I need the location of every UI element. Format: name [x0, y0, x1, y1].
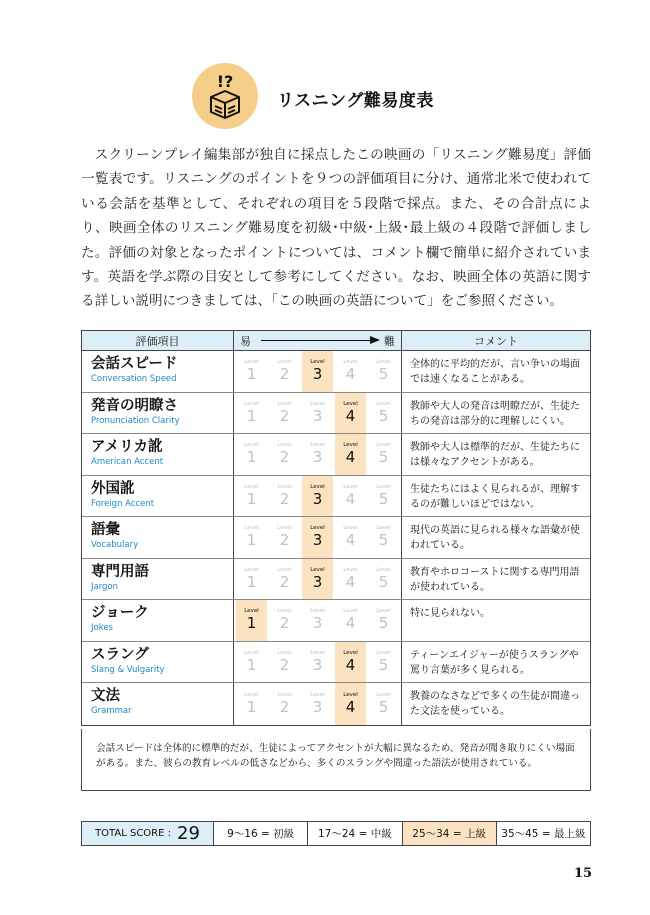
level-cell: [236, 353, 267, 390]
level-word: Level: [277, 525, 292, 532]
level-number: 3: [312, 614, 323, 633]
level-cell: [269, 395, 300, 432]
item-cell: [82, 476, 234, 517]
level-word: Level: [343, 566, 358, 573]
table-row: [82, 559, 590, 601]
comment-cell: 特に見られない。: [410, 608, 490, 619]
level-cells: [234, 517, 402, 558]
item-name-en: Jokes: [91, 623, 113, 633]
level-number: 4: [345, 697, 356, 716]
table-row: [82, 476, 590, 518]
level-number: 5: [378, 406, 389, 425]
comment-cell: ティーンエイジャーが使うスラングや罵り言葉が多く見られる。: [410, 649, 579, 676]
item-cell: [82, 683, 234, 725]
level-number: 2: [279, 572, 290, 591]
header-easy: 易: [240, 334, 251, 348]
level-word: Level: [310, 608, 325, 615]
item-name-ja: 語彙: [91, 522, 120, 538]
table-row: [82, 683, 590, 725]
level-cell: [368, 685, 399, 723]
level-word: Level: [310, 359, 325, 366]
comment-cell: 教養のなさなどで多くの生徒が間違った文法を使っている。: [410, 691, 580, 717]
level-word: Level: [310, 566, 325, 573]
table-row: [82, 393, 590, 435]
level-word: Level: [376, 359, 391, 366]
level-number: 4: [345, 572, 356, 591]
level-word: Level: [277, 483, 292, 490]
level-word: Level: [376, 566, 391, 573]
item-name-ja: 文法: [91, 688, 120, 704]
level-number: 5: [378, 655, 389, 674]
level-number: 3: [312, 697, 323, 716]
item-name-en: Vocabulary: [91, 540, 139, 550]
level-word: Level: [244, 442, 259, 449]
level-cell-selected: [335, 642, 366, 683]
level-number: 5: [378, 448, 389, 467]
level-number: 2: [279, 489, 290, 508]
level-number: 4: [345, 655, 356, 674]
item-name-en: Slang & Vulgarity: [91, 664, 165, 675]
level-cell: [269, 436, 300, 473]
level-word: Level: [343, 442, 358, 449]
page-number: 15: [574, 866, 593, 881]
level-cell-selected: [302, 559, 333, 600]
total-score-value: 29: [177, 823, 200, 844]
table-row: [82, 517, 590, 559]
level-word: Level: [376, 483, 391, 490]
level-word: Level: [343, 649, 358, 656]
level-cell: [236, 478, 267, 515]
level-word: Level: [310, 400, 325, 407]
level-cell: [269, 602, 300, 639]
level-number: 1: [246, 655, 257, 674]
level-cell: [269, 561, 300, 598]
level-cell: [236, 561, 267, 598]
item-cell: [82, 393, 234, 434]
level-number: 2: [279, 406, 290, 425]
level-number: 3: [312, 655, 323, 674]
level-number: 1: [246, 489, 257, 508]
level-word: Level: [277, 359, 292, 366]
level-word: Level: [277, 400, 292, 407]
item-name-ja: スラング: [91, 646, 149, 663]
level-cells: [234, 559, 402, 600]
level-cell: [335, 602, 366, 639]
level-cells: [234, 351, 402, 392]
item-name-ja: 発音の明瞭さ: [91, 397, 178, 414]
level-word: Level: [244, 483, 259, 490]
level-number: 4: [345, 448, 356, 467]
rank-expert: 35～45 = 最上級: [501, 828, 586, 840]
level-number: 1: [246, 406, 257, 425]
level-word: Level: [244, 649, 259, 656]
level-cell-selected: [335, 683, 366, 725]
level-cell: [302, 685, 333, 723]
header-level-scale: [234, 331, 402, 350]
level-word: Level: [277, 608, 292, 615]
level-number: 4: [345, 489, 356, 508]
level-cell: [236, 644, 267, 681]
level-word: Level: [244, 400, 259, 407]
level-word: Level: [244, 608, 259, 615]
level-cell: [368, 644, 399, 681]
level-word: Level: [310, 442, 325, 449]
difficulty-table: [81, 330, 591, 726]
level-word: Level: [310, 525, 325, 532]
level-cells: [234, 683, 402, 725]
table-header: [82, 331, 590, 351]
level-word: Level: [376, 649, 391, 656]
level-cell-selected: [302, 476, 333, 517]
level-cell: [368, 436, 399, 473]
rank-beginner: 9～16 = 初級: [214, 822, 308, 845]
level-word: Level: [343, 525, 358, 532]
comment-cell: 全体的に平均的だが、言い争いの場面では速くなることがある。: [410, 359, 580, 385]
level-number: 1: [246, 531, 257, 550]
level-cell: [368, 395, 399, 432]
item-cell: [82, 559, 234, 600]
level-cells: [234, 600, 402, 641]
level-cells: [234, 393, 402, 434]
icon-glyph: !?: [216, 72, 234, 91]
level-cells: [234, 476, 402, 517]
level-number: 4: [345, 531, 356, 550]
level-cell-selected: [236, 600, 267, 641]
level-cell: [236, 685, 267, 723]
level-number: 1: [246, 697, 257, 716]
level-word: Level: [376, 691, 391, 698]
item-cell: [82, 517, 234, 558]
level-cell: [335, 353, 366, 390]
item-name-en: Pronunciation Clarity: [91, 415, 180, 426]
level-cell: [368, 561, 399, 598]
level-cell: [269, 519, 300, 556]
item-cell: [82, 351, 234, 392]
level-word: Level: [310, 483, 325, 490]
level-cell-selected: [335, 434, 366, 475]
item-name-ja: 専門用語: [91, 563, 149, 580]
arrow-right-icon: [261, 340, 378, 341]
level-word: Level: [244, 525, 259, 532]
table-row: [82, 351, 590, 393]
total-score-label: TOTAL SCORE :: [95, 828, 171, 839]
level-cell: [335, 519, 366, 556]
level-word: Level: [244, 359, 259, 366]
level-cell: [302, 644, 333, 681]
level-number: 4: [345, 406, 356, 425]
level-number: 3: [312, 448, 323, 467]
level-cell: [335, 561, 366, 598]
header-comment: コメント: [474, 334, 518, 348]
level-number: 2: [279, 614, 290, 633]
table-row: [82, 642, 590, 684]
table-row: [82, 434, 590, 476]
level-number: 2: [279, 365, 290, 384]
comment-cell: 現代の英語に見られる様々な語彙が使われている。: [410, 525, 580, 551]
item-cell: [82, 434, 234, 475]
item-name-en: Grammar: [91, 706, 132, 716]
level-number: 5: [378, 531, 389, 550]
level-word: Level: [277, 649, 292, 656]
level-word: Level: [310, 649, 325, 656]
level-number: 3: [312, 406, 323, 425]
total-score: [82, 822, 214, 845]
level-word: Level: [277, 691, 292, 698]
summary-comment: 会話スピードは全体的に標準的だが、生徒によってアクセントが大幅に異なるため、発音が聞き取りにくい場面がある。また、彼らの教育レベルの低さなどから、多くのスラングや間違った語法が使用されている。: [81, 729, 591, 791]
level-cell: [302, 395, 333, 432]
level-word: Level: [376, 442, 391, 449]
item-name-ja: ジョーク: [91, 605, 149, 621]
level-cell-selected: [302, 351, 333, 392]
item-name-en: American Accent: [91, 457, 164, 467]
level-cell: [368, 478, 399, 515]
level-cell: [236, 519, 267, 556]
level-word: Level: [277, 566, 292, 573]
level-number: 2: [279, 655, 290, 674]
level-cell-selected: [335, 393, 366, 434]
level-cell: [302, 602, 333, 639]
level-number: 2: [279, 697, 290, 716]
level-number: 3: [312, 489, 323, 508]
header-item: 評価項目: [82, 331, 234, 350]
level-word: Level: [376, 525, 391, 532]
level-number: 3: [312, 365, 323, 384]
level-number: 4: [345, 365, 356, 384]
comment-cell: 生徒たちにはよく見られるが、理解するのが難しいほどではない。: [410, 483, 580, 510]
level-word: Level: [244, 691, 259, 698]
level-word: Level: [343, 400, 358, 407]
level-word: Level: [343, 359, 358, 366]
total-score-bar: [81, 821, 591, 846]
item-name-en: Conversation Speed: [91, 374, 177, 384]
rank-advanced: 25～34 = 上級: [403, 822, 497, 845]
level-cell: [269, 478, 300, 515]
level-cell: [269, 644, 300, 681]
item-name-en: Foreign Accent: [91, 498, 155, 509]
level-word: Level: [376, 400, 391, 407]
level-number: 3: [312, 572, 323, 591]
level-number: 5: [378, 697, 389, 716]
level-number: 1: [246, 572, 257, 591]
item-cell: [82, 642, 234, 683]
level-number: 5: [378, 572, 389, 591]
level-cell: [236, 436, 267, 473]
level-cells: [234, 642, 402, 683]
level-number: 1: [246, 365, 257, 384]
question-box-icon: [192, 63, 258, 129]
level-cells: [234, 434, 402, 475]
level-cell: [269, 685, 300, 723]
comment-cell: 教師や大人の発音は明瞭だが、生徒たちの発音は部分的に理解しにくい。: [410, 400, 580, 427]
level-cell: [269, 353, 300, 390]
item-name-ja: 会話スピード: [91, 356, 178, 372]
item-name-en: Jargon: [91, 581, 119, 592]
level-word: Level: [310, 691, 325, 698]
level-word: Level: [244, 566, 259, 573]
level-number: 3: [312, 531, 323, 550]
level-number: 2: [279, 448, 290, 467]
level-cell: [368, 602, 399, 639]
level-cell: [302, 436, 333, 473]
level-word: Level: [277, 442, 292, 449]
level-number: 2: [279, 531, 290, 550]
page-title: リスニング難易度表: [277, 91, 434, 111]
level-number: 5: [378, 614, 389, 633]
comment-cell: 教育やホロコーストに関する専門用語が使われている。: [410, 566, 580, 593]
level-word: Level: [343, 483, 358, 490]
level-cell: [236, 395, 267, 432]
level-word: Level: [343, 691, 358, 698]
level-word: Level: [343, 608, 358, 615]
header-hard: 難: [384, 334, 395, 348]
level-cell-selected: [302, 517, 333, 558]
intro-paragraph: スクリーンプレイ編集部が独自に採点したこの映画の「リスニング難易度」評価一覧表です。リスニングのポイントを９つの評価項目に分け、通常北米で使われている会話を基準として、それぞれの項目を５段階で採点。また、その合計点により、映画全体のリスニング難易度を初級･中級･上級･最上級の４段階で評価しました。評価の対象となったポイントについては、コメント欄で簡単に紹介されています。英語を学ぶ際の目安として参考にしてください。なお、映画全体の英語に関する詳しい説明につきましては、「この映画の英語について」をご参照ください。: [81, 147, 591, 310]
level-number: 1: [246, 614, 257, 633]
level-cell: [335, 478, 366, 515]
level-number: 5: [378, 365, 389, 384]
level-number: 5: [378, 489, 389, 508]
comment-cell: 教師や大人は標準的だが、生徒たちには様々なアクセントがある。: [410, 442, 580, 468]
rank-intermediate: 17～24 = 中級: [308, 822, 402, 845]
level-number: 1: [246, 448, 257, 467]
table-row: [82, 600, 590, 642]
level-word: Level: [376, 608, 391, 615]
level-number: 4: [345, 614, 356, 633]
item-cell: [82, 600, 234, 641]
item-name-ja: 外国訛: [91, 480, 135, 497]
item-name-ja: アメリカ訛: [91, 439, 163, 455]
level-cell: [368, 519, 399, 556]
level-cell: [368, 353, 399, 390]
